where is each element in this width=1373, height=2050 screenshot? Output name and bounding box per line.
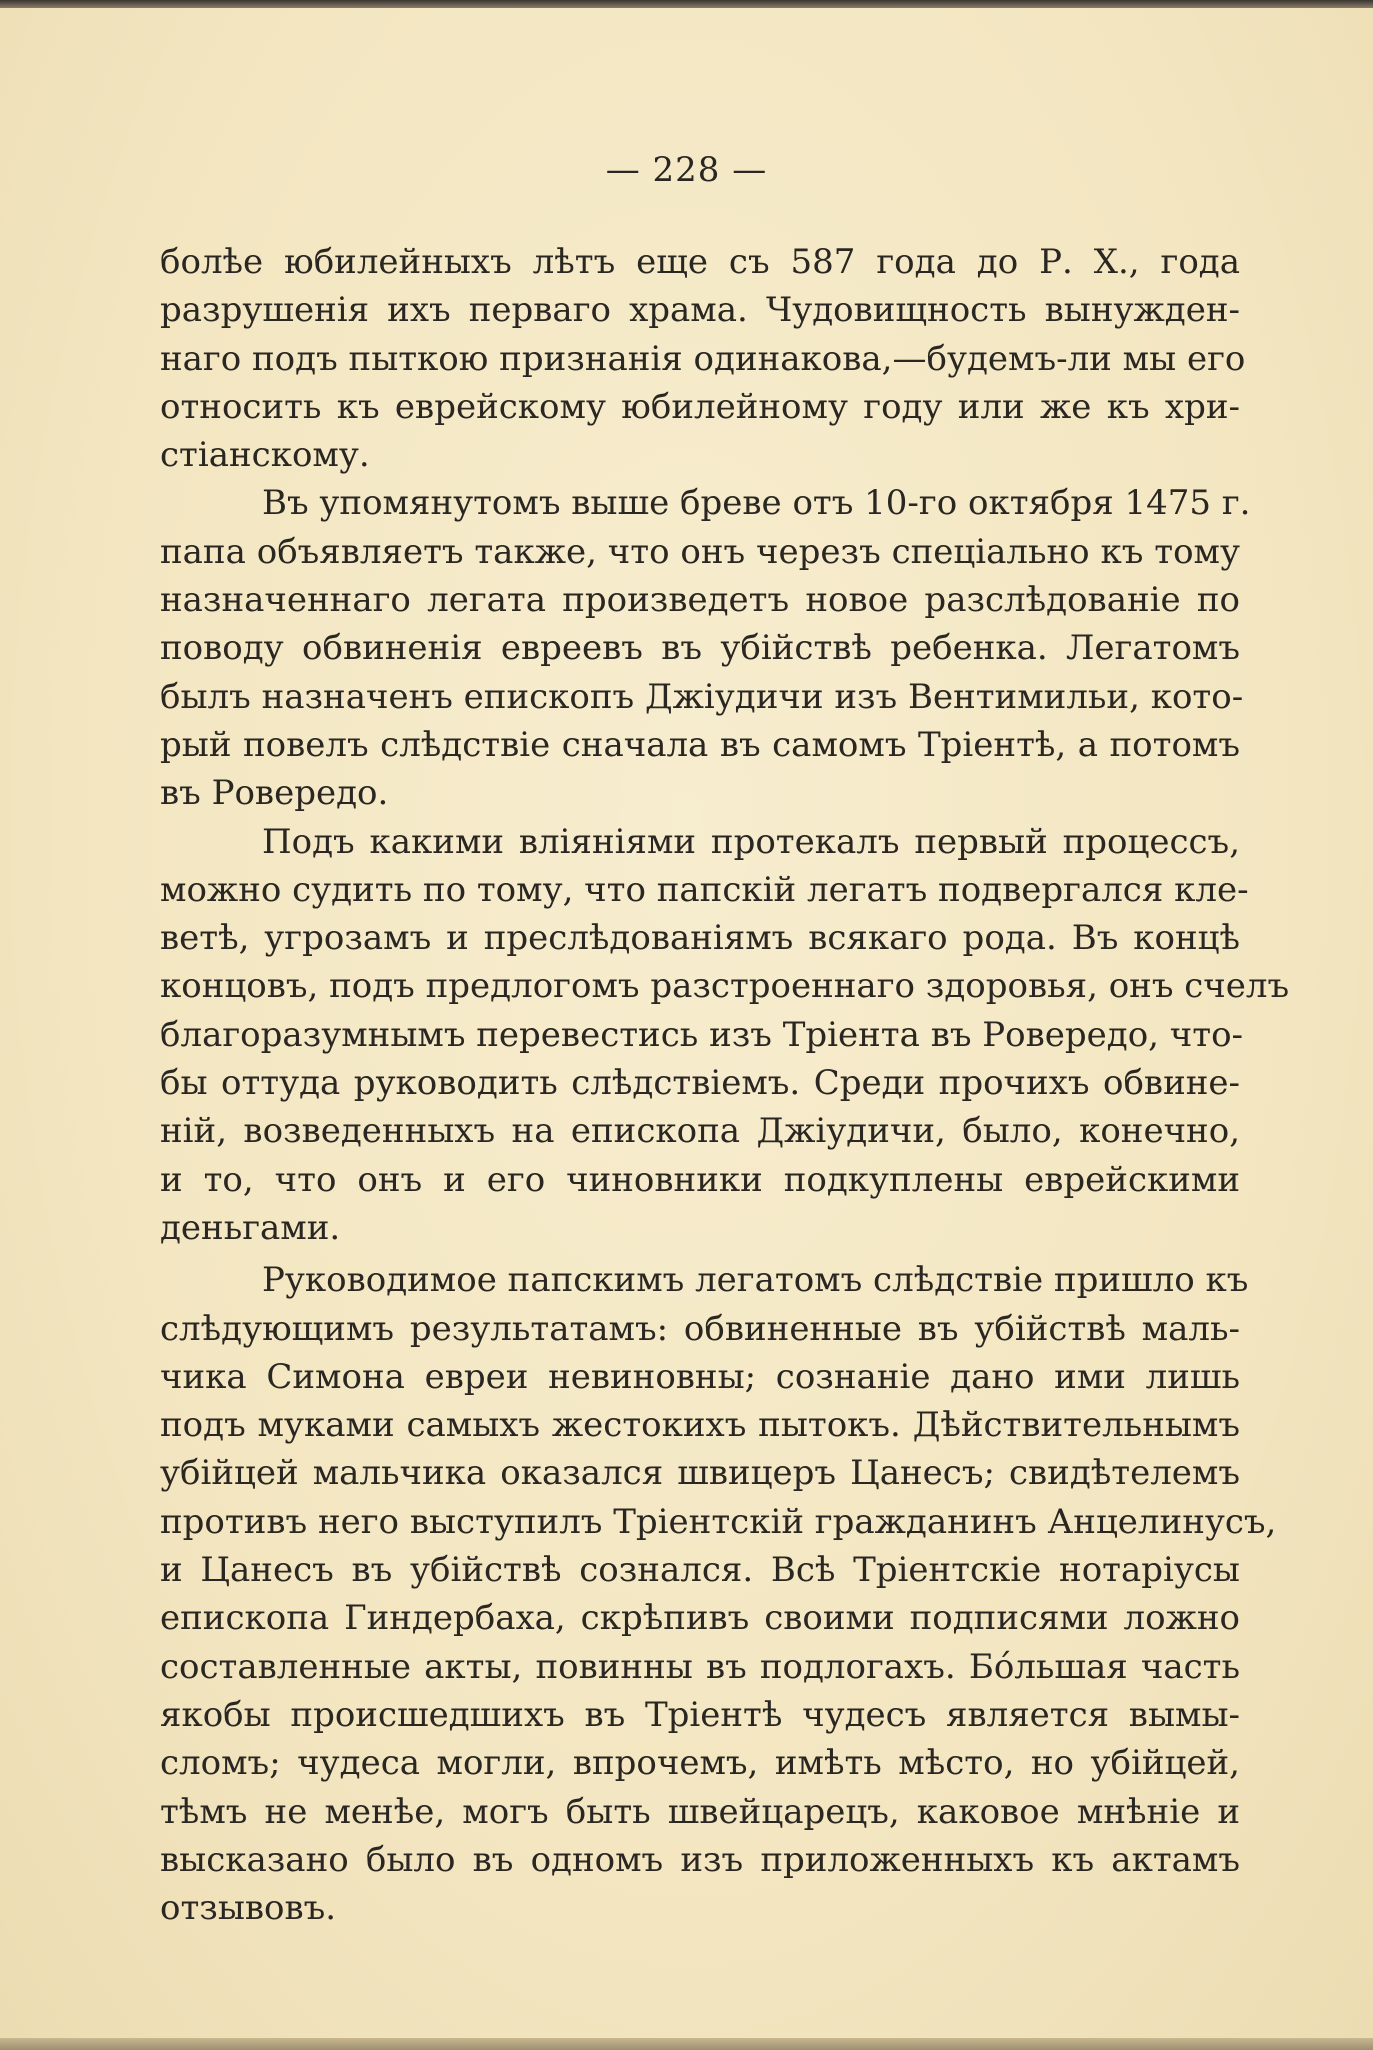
text-line: папа объявляетъ также, что онъ черезъ спеціально къ тому [160,531,1240,572]
text-line: чика Симона евреи невиновны; сознаніе дано ими лишь [160,1356,1240,1397]
text-line: ній, возведенныхъ на епископа Джіудичи, было, конечно, [160,1111,1240,1152]
text-line: назначеннаго легата произведетъ новое разслѣдованіе по [160,580,1240,621]
text-line: якобы происшедшихъ въ Тріентѣ чудесъ является вымы- [160,1694,1240,1735]
page-number: — 228 — [605,150,768,190]
text-line: былъ назначенъ епископъ Джіудичи изъ Вентимильи, кото- [160,676,1244,717]
text-line: стіанскому. [160,435,370,476]
text-line: благоразумнымъ перевестись изъ Тріента въ Ровередо, что- [160,1014,1244,1055]
text-line: тѣмъ не менѣе, могъ быть швейцарецъ, каковое мнѣніе и [160,1791,1240,1832]
text-line: высказано было въ одномъ изъ приложенныхъ къ актамъ [160,1839,1240,1880]
text-line: сломъ; чудеса могли, впрочемъ, имѣть мѣсто, но убійцей, [160,1743,1240,1784]
body-text [160,238,1290,1932]
text-line: и Цанесъ въ убійствѣ сознался. Всѣ Тріентскіе нотаріусы [160,1550,1240,1591]
page-top-edge [0,0,1373,8]
text-line: концовъ, подъ предлогомъ разстроеннаго здоровья, онъ счелъ [160,966,1290,1007]
text-line: бы оттуда руководить слѣдствіемъ. Среди прочихъ обвине- [160,1063,1240,1104]
text-line: разрушенія ихъ перваго храма. Чудовищность вынужден- [160,290,1240,331]
text-line: и то, что онъ и его чиновники подкуплены еврейскими [160,1159,1240,1200]
text-line: подъ муками самыхъ жестокихъ пытокъ. Дѣйствительнымъ [160,1405,1240,1446]
text-line: слѣдующимъ результатамъ: обвиненные въ убійствѣ маль- [160,1308,1240,1349]
text-line: Руководимое папскимъ легатомъ слѣдствіе пришло къ [262,1260,1249,1301]
text-line: наго подъ пыткою признанія одинакова,—будемъ-ли мы его [160,338,1246,379]
text-line: Подъ какими вліяніями протекалъ первый процессъ, [262,821,1240,862]
text-line: болѣе юбилейныхъ лѣтъ еще съ 587 года до Р. X., года [160,242,1240,282]
text-line: относить къ еврейскому юбилейному году или же къ хри- [160,386,1240,427]
text-line: ветѣ, угрозамъ и преслѣдованіямъ всякаго рода. Въ концѣ [160,918,1240,959]
text-line: рый повелъ слѣдствіе сначала въ самомъ Тріентѣ, а потомъ [160,724,1240,765]
text-line: деньгами. [160,1207,341,1248]
text-line: епископа Гиндербаха, скрѣпивъ своими подписями ложно [160,1598,1240,1639]
text-line: отзывовъ. [160,1888,337,1929]
text-line: противъ него выступилъ Тріентскій гражданинъ Анцелинусъ, [160,1501,1277,1542]
text-line: поводу обвиненія евреевъ въ убійствѣ ребенка. Легатомъ [160,628,1240,669]
text-line: Въ упомянутомъ выше бреве отъ 10-го октября 1475 г. [262,483,1251,524]
text-line: убійцей мальчика оказался швицеръ Цанесъ; свидѣтелемъ [160,1453,1240,1494]
text-line: составленные акты, повинны въ подлогахъ. Бо́льшая часть [160,1646,1240,1687]
page-bottom-edge [0,2038,1373,2050]
text-line: въ Ровередо. [160,773,389,814]
text-line: можно судить по тому, что папскій легатъ подвергался кле- [160,869,1249,910]
